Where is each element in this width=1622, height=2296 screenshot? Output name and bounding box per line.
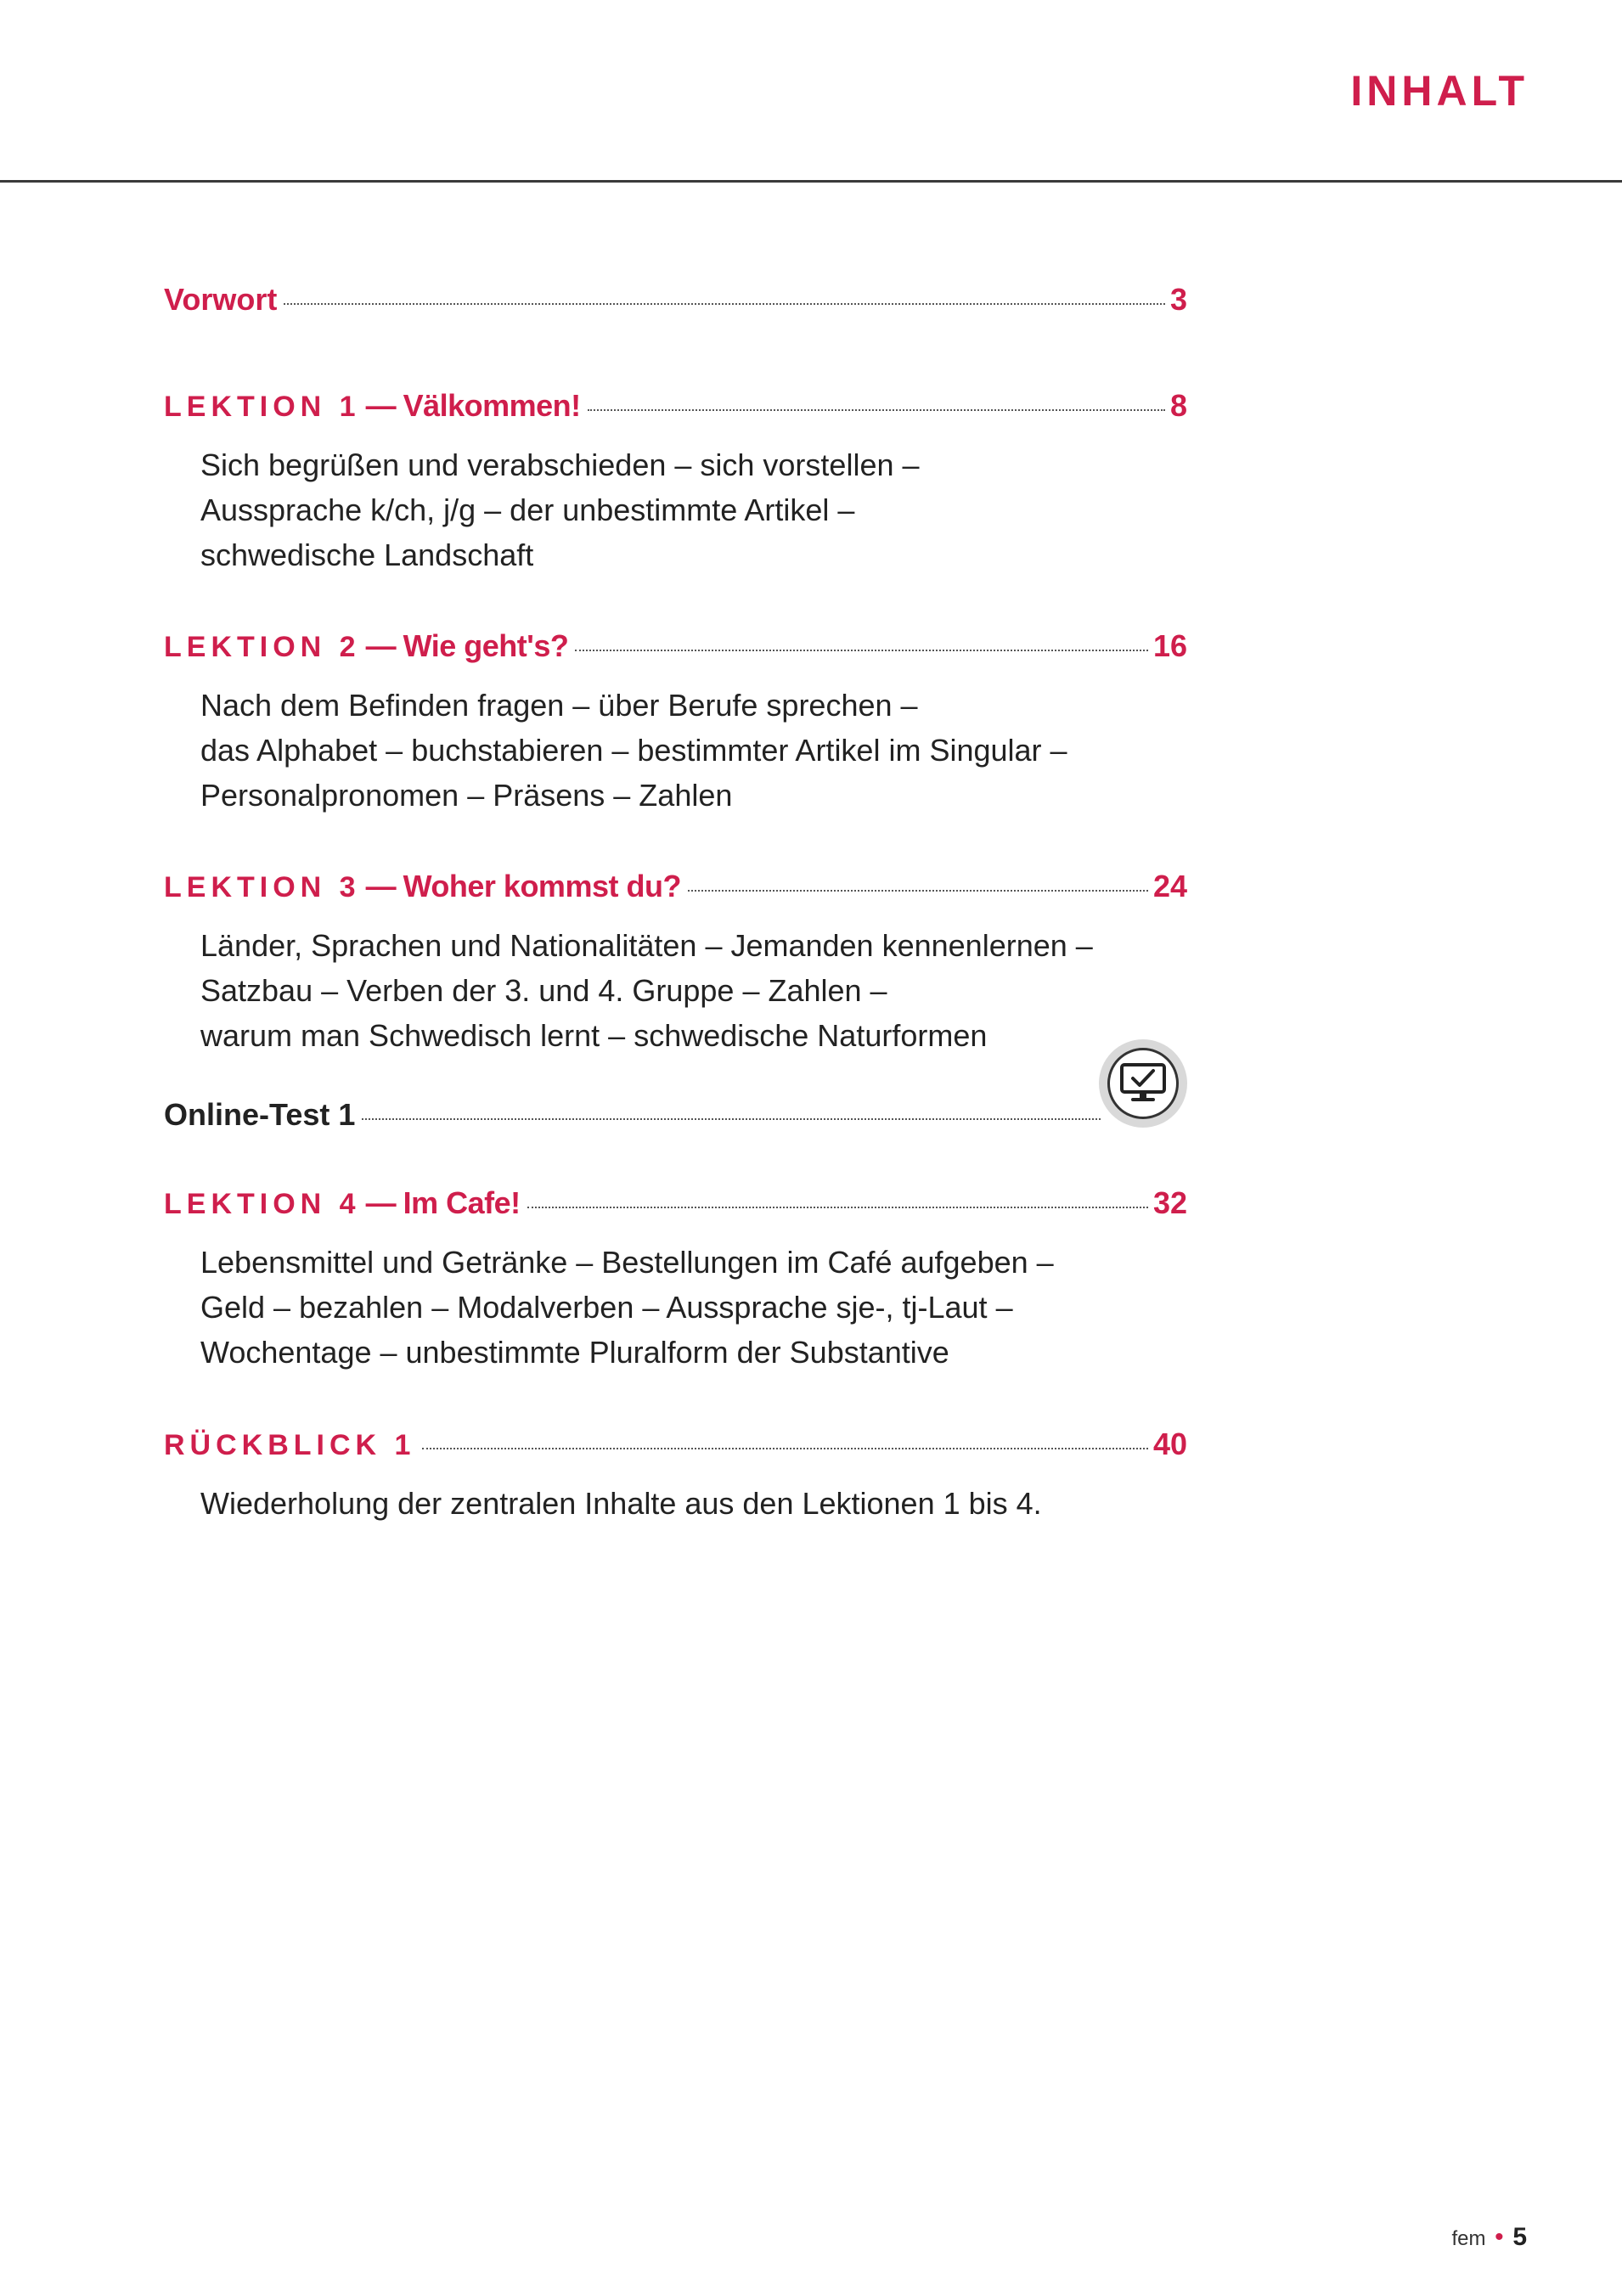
lesson-separator: — [365,869,397,903]
description-line: Wochentage – unbestimmte Pluralform der Substantive [200,1335,949,1370]
dot-leader [688,890,1148,892]
lesson-kicker: LEKTION 3 [164,871,361,903]
description-line: das Alphabet – buchstabieren – bestimmter Artikel im Singular – [200,733,1067,768]
page-number: 16 [1152,628,1187,663]
lesson-description [200,442,1187,577]
page-number: 3 [1169,282,1187,317]
footer-bullet: • [1495,2223,1504,2251]
description-line: Nach dem Befinden fragen – über Berufe sprechen – [200,688,918,723]
description-line: schwedische Landschaft [200,537,534,572]
description-line: Länder, Sprachen und Nationalitäten – Jemanden kennenlernen – [200,928,1093,963]
toc-title-vorwort: Vorwort [164,282,278,317]
page-number: 32 [1152,1185,1187,1220]
description-line: Lebensmittel und Getränke – Bestellungen im Café aufgeben – [200,1245,1054,1280]
monitor-check-glyph [1119,1062,1167,1105]
description-line: Geld – bezahlen – Modalverben – Aussprache sje-, tj-Laut – [200,1290,1013,1325]
description-line: Aussprache k/ch, j/g – der unbestimmte Artikel – [200,492,855,527]
computer-check-icon-inner [1107,1048,1179,1119]
toc-entry-lektion-1[interactable] [164,388,1187,577]
page-header-title: INHALT [1350,67,1529,115]
description-line: Sich begrüßen und verabschieden – sich vorstellen – [200,447,920,482]
dot-leader [588,409,1165,411]
lesson-title: Im Cafe! [403,1185,521,1220]
description-line: Personalpronomen – Präsens – Zahlen [200,778,733,813]
lesson-description [200,1240,1187,1375]
description-line: Wiederholung der zentralen Inhalte aus den Lektionen 1 bis 4. [200,1486,1042,1521]
lesson-separator: — [365,628,397,663]
lesson-description [200,923,1187,1058]
dot-leader [284,303,1165,305]
dot-leader [575,650,1148,651]
rueckblick-description [200,1481,1187,1526]
dot-leader [362,1118,1101,1120]
page-number: 40 [1152,1427,1187,1461]
lesson-kicker: LEKTION 4 [164,1188,361,1220]
rueckblick-kicker: RÜCKBLICK 1 [164,1429,416,1461]
page-number-footer: 5 [1512,2223,1527,2251]
header-divider [0,180,1622,183]
lesson-description [200,683,1187,818]
toc-entry-online-test[interactable] [164,1097,1187,1133]
computer-check-icon[interactable] [1099,1039,1187,1128]
publisher-label: fem [1451,2227,1486,2250]
lesson-separator: — [365,1185,397,1220]
lesson-kicker: LEKTION 1 [164,391,361,423]
lesson-kicker: LEKTION 2 [164,631,361,663]
description-line: warum man Schwedisch lernt – schwedische Naturformen [200,1018,988,1053]
lesson-title: Wie geht's? [403,628,569,663]
lesson-title: Välkommen! [403,388,581,423]
dot-leader [422,1448,1148,1449]
toc-entry-lektion-2[interactable] [164,628,1187,818]
dot-leader [527,1207,1148,1208]
lesson-title: Woher kommst du? [403,869,681,903]
description-line: Satzbau – Verben der 3. und 4. Gruppe – Zahlen – [200,973,887,1008]
page-number: 8 [1169,388,1187,423]
lesson-separator: — [365,388,397,423]
toc-entry-vorwort[interactable] [164,282,1187,318]
online-test-title: Online-Test 1 [164,1097,356,1132]
toc-entry-rueckblick-1[interactable] [164,1427,1187,1526]
toc-entry-lektion-4[interactable] [164,1185,1187,1375]
page-number: 24 [1152,869,1187,903]
page-footer [1451,2223,1527,2252]
toc-entry-lektion-3[interactable] [164,869,1187,1058]
